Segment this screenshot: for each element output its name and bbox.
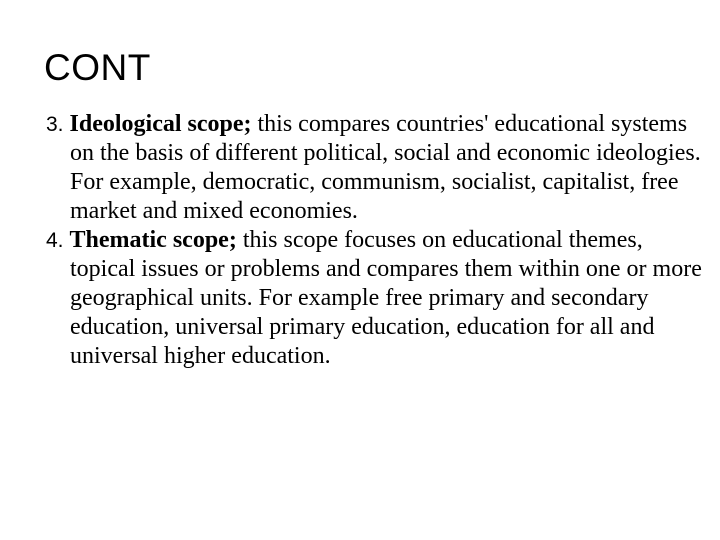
point-number: 3. — [46, 113, 64, 136]
point-heading: Ideological scope; — [69, 111, 252, 137]
point-text: this scope focuses on educational themes, topical issues or problems and compares them within one or more geographical units. For example free primary and secondary education, universal primary education, education for all and universal higher education. — [70, 227, 702, 369]
point-ideological-scope — [46, 110, 706, 226]
point-text: this compares countries' educational systems on the basis of different political, social and economic ideologies. For example, democratic, communism, socialist, capitalist, free market and mixed economies. — [70, 111, 701, 224]
slide-body — [46, 110, 706, 371]
slide-title: CONT — [44, 47, 151, 88]
point-thematic-scope — [46, 226, 706, 371]
point-number: 4. — [46, 229, 64, 252]
point-heading: Thematic scope; — [69, 227, 237, 253]
